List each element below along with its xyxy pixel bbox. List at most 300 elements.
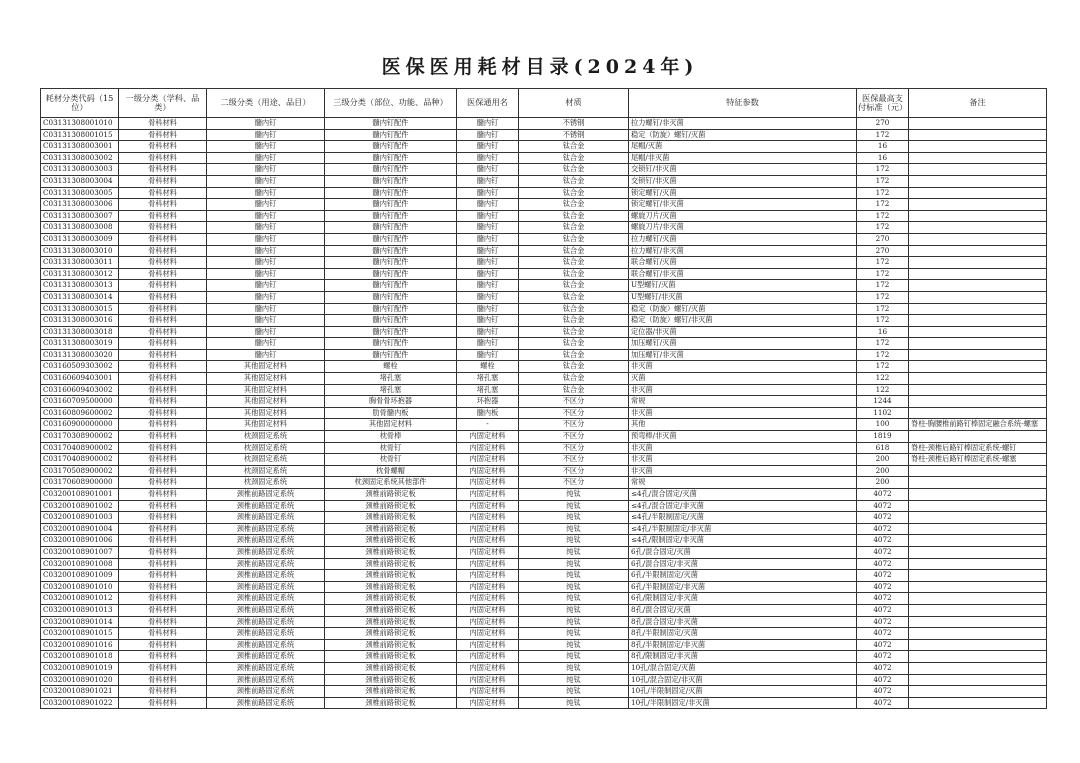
cell-features: 非灭菌 xyxy=(629,454,857,466)
cell-level3: 髓内钉配件 xyxy=(325,245,457,257)
cell-remarks xyxy=(909,697,1047,709)
cell-level3: 螺栓 xyxy=(325,361,457,373)
cell-generic-name: 髓内钉 xyxy=(457,303,519,315)
cell-max-payment: 270 xyxy=(857,233,909,245)
cell-generic-name: 髓内钉 xyxy=(457,175,519,187)
cell-generic-name: 螺栓 xyxy=(457,361,519,373)
cell-features: 螺旋刀片/灭菌 xyxy=(629,210,857,222)
cell-generic-name: 内固定材料 xyxy=(457,639,519,651)
cell-material: 钛合金 xyxy=(519,210,629,222)
table-row xyxy=(41,523,1047,535)
cell-generic-name: 内固定材料 xyxy=(457,512,519,524)
cell-max-payment: 4072 xyxy=(857,593,909,605)
cell-code: C03131308003019 xyxy=(41,338,119,350)
cell-code: C03131308003014 xyxy=(41,291,119,303)
cell-material: 不锈钢 xyxy=(519,129,629,141)
cell-remarks xyxy=(909,315,1047,327)
cell-generic-name: 内固定材料 xyxy=(457,489,519,501)
cell-generic-name: 髓内钉 xyxy=(457,199,519,211)
table-row xyxy=(41,662,1047,674)
table-row xyxy=(41,431,1047,443)
cell-level1: 骨科材料 xyxy=(119,454,207,466)
cell-level2: 髓内钉 xyxy=(207,257,325,269)
cell-level3: 颈椎前路锁定板 xyxy=(325,500,457,512)
cell-generic-name: - xyxy=(457,419,519,431)
cell-generic-name: 髓内钉 xyxy=(457,187,519,199)
table-row xyxy=(41,349,1047,361)
cell-generic-name: 髓内钉 xyxy=(457,245,519,257)
cell-features: 拉力螺钉/非灭菌 xyxy=(629,118,857,130)
cell-material: 纯钛 xyxy=(519,558,629,570)
cell-level2: 枕颈固定系统 xyxy=(207,454,325,466)
cell-material: 纯钛 xyxy=(519,686,629,698)
cell-generic-name: 内固定材料 xyxy=(457,442,519,454)
cell-max-payment: 172 xyxy=(857,164,909,176)
cell-level1: 骨科材料 xyxy=(119,639,207,651)
cell-material: 纯钛 xyxy=(519,546,629,558)
cell-level1: 骨科材料 xyxy=(119,651,207,663)
cell-features: 尾帽/灭菌 xyxy=(629,141,857,153)
cell-generic-name: 内固定材料 xyxy=(457,674,519,686)
table-row xyxy=(41,152,1047,164)
cell-code: C03131308001010 xyxy=(41,118,119,130)
cell-material: 纯钛 xyxy=(519,570,629,582)
cell-generic-name: 堵孔塞 xyxy=(457,373,519,385)
cell-max-payment: 4072 xyxy=(857,639,909,651)
cell-material: 钛合金 xyxy=(519,349,629,361)
cell-level2: 其他固定材料 xyxy=(207,419,325,431)
cell-material: 不区分 xyxy=(519,419,629,431)
cell-level2: 髓内钉 xyxy=(207,280,325,292)
cell-level2: 髓内钉 xyxy=(207,303,325,315)
cell-level2: 颈椎前路固定系统 xyxy=(207,535,325,547)
cell-max-payment: 200 xyxy=(857,477,909,489)
header-level1: 一级分类（学科、品类） xyxy=(119,89,207,118)
cell-level1: 骨科材料 xyxy=(119,141,207,153)
cell-remarks xyxy=(909,257,1047,269)
cell-material: 钛合金 xyxy=(519,361,629,373)
cell-remarks xyxy=(909,361,1047,373)
cell-max-payment: 4072 xyxy=(857,674,909,686)
cell-code: C03200108901009 xyxy=(41,570,119,582)
cell-max-payment: 4072 xyxy=(857,604,909,616)
cell-level2: 其他固定材料 xyxy=(207,373,325,385)
cell-material: 纯钛 xyxy=(519,662,629,674)
cell-level3: 颈椎前路锁定板 xyxy=(325,686,457,698)
cell-material: 钛合金 xyxy=(519,175,629,187)
cell-code: C03200108901018 xyxy=(41,651,119,663)
cell-features: 非灭菌 xyxy=(629,407,857,419)
cell-level1: 骨科材料 xyxy=(119,558,207,570)
cell-material: 不区分 xyxy=(519,396,629,408)
cell-features: 预弯棒/非灭菌 xyxy=(629,431,857,443)
cell-remarks xyxy=(909,373,1047,385)
cell-level3: 枕骨棒 xyxy=(325,431,457,443)
cell-max-payment: 270 xyxy=(857,245,909,257)
cell-remarks xyxy=(909,662,1047,674)
cell-level2: 髓内钉 xyxy=(207,326,325,338)
cell-remarks xyxy=(909,628,1047,640)
cell-level2: 颈椎前路固定系统 xyxy=(207,686,325,698)
cell-code: C03200108901002 xyxy=(41,500,119,512)
cell-material: 纯钛 xyxy=(519,512,629,524)
cell-remarks xyxy=(909,268,1047,280)
cell-material: 纯钛 xyxy=(519,639,629,651)
cell-level3: 颈椎前路锁定板 xyxy=(325,604,457,616)
cell-level2: 颈椎前路固定系统 xyxy=(207,558,325,570)
cell-remarks xyxy=(909,558,1047,570)
cell-features: 锁定螺钉/灭菌 xyxy=(629,187,857,199)
cell-code: C03131308003012 xyxy=(41,268,119,280)
cell-material: 纯钛 xyxy=(519,535,629,547)
cell-level1: 骨科材料 xyxy=(119,628,207,640)
cell-level3: 髓内钉配件 xyxy=(325,152,457,164)
cell-code: C03160809600002 xyxy=(41,407,119,419)
cell-remarks xyxy=(909,477,1047,489)
cell-code: C03131308003018 xyxy=(41,326,119,338)
table-row xyxy=(41,477,1047,489)
cell-level3: 枕骨钉 xyxy=(325,454,457,466)
cell-level3: 髓内钉配件 xyxy=(325,141,457,153)
cell-max-payment: 4072 xyxy=(857,628,909,640)
cell-code: C03160900000000 xyxy=(41,419,119,431)
header-code: 耗材分类代码（15位） xyxy=(41,89,119,118)
cell-code: C03200108901004 xyxy=(41,523,119,535)
cell-features: ≤4孔/混合固定/灭菌 xyxy=(629,489,857,501)
cell-level2: 颈椎前路固定系统 xyxy=(207,489,325,501)
cell-level3: 颈椎前路锁定板 xyxy=(325,558,457,570)
cell-level3: 髓内钉配件 xyxy=(325,129,457,141)
table-row xyxy=(41,245,1047,257)
cell-level2: 髓内钉 xyxy=(207,129,325,141)
cell-features: 加压螺钉/非灭菌 xyxy=(629,349,857,361)
cell-generic-name: 内固定材料 xyxy=(457,651,519,663)
cell-features: 10孔/混合固定/非灭菌 xyxy=(629,674,857,686)
cell-level2: 颈椎前路固定系统 xyxy=(207,628,325,640)
header-level3: 三级分类（部位、功能、品种） xyxy=(325,89,457,118)
cell-remarks xyxy=(909,604,1047,616)
cell-generic-name: 髓内钉 xyxy=(457,164,519,176)
cell-max-payment: 172 xyxy=(857,187,909,199)
cell-max-payment: 172 xyxy=(857,280,909,292)
cell-features: ≤4孔/混合固定/非灭菌 xyxy=(629,500,857,512)
cell-level1: 骨科材料 xyxy=(119,257,207,269)
cell-level3: 髓内钉配件 xyxy=(325,257,457,269)
table-row xyxy=(41,384,1047,396)
cell-features: 加压螺钉/灭菌 xyxy=(629,338,857,350)
cell-level3: 颈椎前路锁定板 xyxy=(325,697,457,709)
cell-level1: 骨科材料 xyxy=(119,593,207,605)
cell-level3: 枕骨螺帽 xyxy=(325,465,457,477)
cell-features: 交锁钉/非灭菌 xyxy=(629,164,857,176)
cell-remarks xyxy=(909,686,1047,698)
cell-code: C03200108901010 xyxy=(41,581,119,593)
table-row xyxy=(41,697,1047,709)
cell-remarks: 脊柱-颈椎后路钉棒固定系统-螺塞 xyxy=(909,454,1047,466)
header-material: 材质 xyxy=(519,89,629,118)
cell-remarks xyxy=(909,489,1047,501)
cell-level3: 其他固定材料 xyxy=(325,419,457,431)
cell-level3: 颈椎前路锁定板 xyxy=(325,651,457,663)
cell-max-payment: 1819 xyxy=(857,431,909,443)
cell-features: 6孔/限制固定/非灭菌 xyxy=(629,593,857,605)
cell-max-payment: 4072 xyxy=(857,570,909,582)
cell-level1: 骨科材料 xyxy=(119,164,207,176)
cell-remarks xyxy=(909,233,1047,245)
cell-code: C03131308003009 xyxy=(41,233,119,245)
cell-level2: 髓内钉 xyxy=(207,315,325,327)
cell-remarks xyxy=(909,222,1047,234)
cell-code: C03160709500000 xyxy=(41,396,119,408)
cell-level2: 颈椎前路固定系统 xyxy=(207,674,325,686)
cell-features: 非灭菌 xyxy=(629,361,857,373)
cell-level2: 颈椎前路固定系统 xyxy=(207,593,325,605)
cell-generic-name: 髓内钉 xyxy=(457,152,519,164)
cell-material: 钛合金 xyxy=(519,199,629,211)
cell-level1: 骨科材料 xyxy=(119,523,207,535)
cell-generic-name: 内固定材料 xyxy=(457,604,519,616)
cell-generic-name: 内固定材料 xyxy=(457,558,519,570)
cell-max-payment: 172 xyxy=(857,303,909,315)
table-row xyxy=(41,187,1047,199)
cell-generic-name: 髓内钉 xyxy=(457,118,519,130)
cell-level3: 颈椎前路锁定板 xyxy=(325,662,457,674)
cell-features: 8孔/限制固定/非灭菌 xyxy=(629,651,857,663)
cell-material: 钛合金 xyxy=(519,152,629,164)
cell-material: 纯钛 xyxy=(519,593,629,605)
cell-generic-name: 髓内钉 xyxy=(457,257,519,269)
cell-level2: 颈椎前路固定系统 xyxy=(207,523,325,535)
cell-features: 稳定（防旋）螺钉/灭菌 xyxy=(629,129,857,141)
cell-code: C03200108901021 xyxy=(41,686,119,698)
cell-code: C03200108901007 xyxy=(41,546,119,558)
cell-material: 不区分 xyxy=(519,442,629,454)
cell-level1: 骨科材料 xyxy=(119,500,207,512)
cell-features: 10孔/半限制固定/非灭菌 xyxy=(629,697,857,709)
cell-features: U型螺钉/灭菌 xyxy=(629,280,857,292)
cell-material: 不区分 xyxy=(519,477,629,489)
catalog-table xyxy=(40,88,1047,709)
cell-generic-name: 内固定材料 xyxy=(457,500,519,512)
table-row xyxy=(41,268,1047,280)
cell-max-payment: 172 xyxy=(857,129,909,141)
cell-remarks xyxy=(909,639,1047,651)
cell-max-payment: 1244 xyxy=(857,396,909,408)
cell-level3: 颈椎前路锁定板 xyxy=(325,535,457,547)
header-generic-name: 医保通用名 xyxy=(457,89,519,118)
cell-level3: 胸骨骨环抱器 xyxy=(325,396,457,408)
cell-code: C03170508900002 xyxy=(41,465,119,477)
cell-code: C03200108901003 xyxy=(41,512,119,524)
cell-features: 拉力螺钉/灭菌 xyxy=(629,233,857,245)
cell-material: 钛合金 xyxy=(519,326,629,338)
cell-level3: 肋骨髓内板 xyxy=(325,407,457,419)
cell-level3: 枕骨钉 xyxy=(325,442,457,454)
cell-material: 不区分 xyxy=(519,454,629,466)
cell-features: 8孔/混合固定/非灭菌 xyxy=(629,616,857,628)
cell-code: C03160609403001 xyxy=(41,373,119,385)
cell-features: 交锁钉/非灭菌 xyxy=(629,175,857,187)
cell-level1: 骨科材料 xyxy=(119,280,207,292)
cell-generic-name: 髓内钉 xyxy=(457,338,519,350)
cell-remarks xyxy=(909,593,1047,605)
cell-remarks xyxy=(909,431,1047,443)
cell-level3: 髓内钉配件 xyxy=(325,280,457,292)
cell-generic-name: 髓内钉 xyxy=(457,349,519,361)
cell-generic-name: 髓内钉 xyxy=(457,268,519,280)
cell-material: 钛合金 xyxy=(519,187,629,199)
cell-features: U型螺钉/非灭菌 xyxy=(629,291,857,303)
cell-level1: 骨科材料 xyxy=(119,662,207,674)
cell-level3: 髓内钉配件 xyxy=(325,210,457,222)
table-row xyxy=(41,361,1047,373)
cell-level1: 骨科材料 xyxy=(119,697,207,709)
table-row xyxy=(41,674,1047,686)
cell-level3: 髓内钉配件 xyxy=(325,164,457,176)
cell-level1: 骨科材料 xyxy=(119,396,207,408)
cell-generic-name: 堵孔塞 xyxy=(457,384,519,396)
cell-remarks xyxy=(909,407,1047,419)
cell-level1: 骨科材料 xyxy=(119,674,207,686)
table-row xyxy=(41,593,1047,605)
cell-material: 钛合金 xyxy=(519,303,629,315)
cell-level3: 颈椎前路锁定板 xyxy=(325,616,457,628)
cell-level1: 骨科材料 xyxy=(119,326,207,338)
cell-remarks xyxy=(909,535,1047,547)
cell-remarks xyxy=(909,396,1047,408)
cell-level3: 髓内钉配件 xyxy=(325,303,457,315)
cell-material: 纯钛 xyxy=(519,628,629,640)
cell-material: 纯钛 xyxy=(519,489,629,501)
cell-level1: 骨科材料 xyxy=(119,222,207,234)
cell-level3: 髓内钉配件 xyxy=(325,268,457,280)
cell-code: C03131308003013 xyxy=(41,280,119,292)
cell-max-payment: 4072 xyxy=(857,662,909,674)
cell-level1: 骨科材料 xyxy=(119,373,207,385)
cell-generic-name: 髓内钉 xyxy=(457,210,519,222)
cell-level2: 颈椎前路固定系统 xyxy=(207,546,325,558)
cell-material: 钛合金 xyxy=(519,257,629,269)
cell-code: C03170408900002 xyxy=(41,442,119,454)
cell-max-payment: 172 xyxy=(857,338,909,350)
cell-material: 钛合金 xyxy=(519,373,629,385)
cell-level2: 颈椎前路固定系统 xyxy=(207,500,325,512)
cell-features: 螺旋刀片/非灭菌 xyxy=(629,222,857,234)
cell-max-payment: 122 xyxy=(857,384,909,396)
table-row xyxy=(41,512,1047,524)
cell-level2: 颈椎前路固定系统 xyxy=(207,616,325,628)
cell-remarks xyxy=(909,210,1047,222)
cell-max-payment: 4072 xyxy=(857,535,909,547)
cell-max-payment: 172 xyxy=(857,210,909,222)
cell-level3: 颈椎前路锁定板 xyxy=(325,628,457,640)
cell-level2: 髓内钉 xyxy=(207,222,325,234)
cell-remarks xyxy=(909,164,1047,176)
cell-remarks xyxy=(909,523,1047,535)
cell-level3: 髓内钉配件 xyxy=(325,175,457,187)
cell-level1: 骨科材料 xyxy=(119,152,207,164)
cell-level3: 髓内钉配件 xyxy=(325,187,457,199)
cell-features: ≤4孔/半限制固定/灭菌 xyxy=(629,512,857,524)
cell-level3: 颈椎前路锁定板 xyxy=(325,639,457,651)
cell-features: 8孔/半限制固定/灭菌 xyxy=(629,628,857,640)
cell-level1: 骨科材料 xyxy=(119,233,207,245)
cell-features: 非灭菌 xyxy=(629,442,857,454)
cell-max-payment: 4072 xyxy=(857,489,909,501)
cell-level1: 骨科材料 xyxy=(119,546,207,558)
cell-features: 锁定螺钉/非灭菌 xyxy=(629,199,857,211)
cell-remarks xyxy=(909,129,1047,141)
cell-generic-name: 内固定材料 xyxy=(457,662,519,674)
cell-level3: 髓内钉配件 xyxy=(325,199,457,211)
cell-level2: 髓内钉 xyxy=(207,245,325,257)
cell-max-payment: 4072 xyxy=(857,512,909,524)
cell-code: C03131308003001 xyxy=(41,141,119,153)
cell-features: 8孔/半限制固定/非灭菌 xyxy=(629,639,857,651)
cell-code: C03131308003010 xyxy=(41,245,119,257)
cell-max-payment: 4072 xyxy=(857,616,909,628)
cell-max-payment: 4072 xyxy=(857,697,909,709)
cell-material: 纯钛 xyxy=(519,604,629,616)
cell-code: C03200108901022 xyxy=(41,697,119,709)
cell-remarks xyxy=(909,651,1047,663)
cell-level3: 髓内钉配件 xyxy=(325,338,457,350)
cell-max-payment: 270 xyxy=(857,118,909,130)
table-row xyxy=(41,442,1047,454)
cell-generic-name: 内固定材料 xyxy=(457,628,519,640)
cell-code: C03131308003016 xyxy=(41,315,119,327)
table-row xyxy=(41,129,1047,141)
cell-generic-name: 髓内钉 xyxy=(457,291,519,303)
cell-material: 不锈钢 xyxy=(519,118,629,130)
cell-max-payment: 4072 xyxy=(857,500,909,512)
cell-generic-name: 髓内钉 xyxy=(457,280,519,292)
cell-generic-name: 内固定材料 xyxy=(457,523,519,535)
cell-level2: 颈椎前路固定系统 xyxy=(207,662,325,674)
cell-remarks xyxy=(909,175,1047,187)
cell-remarks xyxy=(909,616,1047,628)
cell-material: 纯钛 xyxy=(519,616,629,628)
cell-code: C03200108901013 xyxy=(41,604,119,616)
cell-generic-name: 髓内钉 xyxy=(457,129,519,141)
cell-features: 10孔/混合固定/灭菌 xyxy=(629,662,857,674)
cell-level2: 髓内钉 xyxy=(207,118,325,130)
cell-code: C03200108901014 xyxy=(41,616,119,628)
table-row xyxy=(41,199,1047,211)
cell-level2: 颈椎前路固定系统 xyxy=(207,639,325,651)
table-row xyxy=(41,489,1047,501)
header-max-payment: 医保最高支付标准（元） xyxy=(857,89,909,118)
cell-remarks xyxy=(909,199,1047,211)
cell-remarks xyxy=(909,338,1047,350)
cell-level1: 骨科材料 xyxy=(119,535,207,547)
cell-generic-name: 内固定材料 xyxy=(457,697,519,709)
cell-level3: 髓内钉配件 xyxy=(325,222,457,234)
cell-level3: 髓内钉配件 xyxy=(325,233,457,245)
cell-features: 非灭菌 xyxy=(629,384,857,396)
cell-material: 不区分 xyxy=(519,431,629,443)
cell-max-payment: 172 xyxy=(857,222,909,234)
table-row xyxy=(41,558,1047,570)
cell-code: C03160509303002 xyxy=(41,361,119,373)
cell-features: 拉力螺钉/非灭菌 xyxy=(629,245,857,257)
cell-material: 钛合金 xyxy=(519,338,629,350)
cell-features: 非灭菌 xyxy=(629,465,857,477)
cell-code: C03131308001015 xyxy=(41,129,119,141)
cell-code: C03160609403002 xyxy=(41,384,119,396)
cell-level1: 骨科材料 xyxy=(119,442,207,454)
cell-level1: 骨科材料 xyxy=(119,210,207,222)
